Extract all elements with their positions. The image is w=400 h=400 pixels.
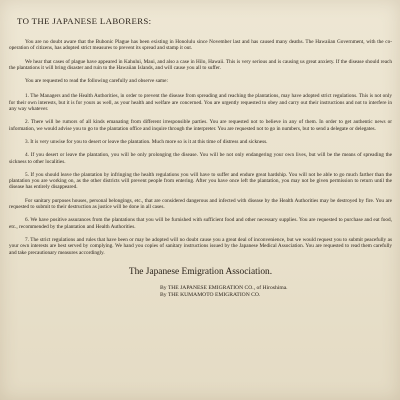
- item-4: 4. If you desert or leave the plantation, you will be only prolonging the disease. You will be not only endangering your own lives, but will be the means of spreading the sickness to other localities.: [9, 152, 392, 165]
- item-7: 7. The strict regulations and rules that have been or may be adopted will no doubt cause you a great deal of inconvenience, but we would request you to submit peacefully as your own interests are best served by complying. We hand you copies of sanitary instructions issued by the Japanese Medical Association. You are requested to read them carefully and take precautionary measures accordingly.: [9, 236, 392, 256]
- item-1: 1. The Managers and the Health Authorities, in order to prevent the disease from spreading and reaching the plantations, may have adopted strict regulations. This is not only for their own interests, but it is for yours as well, as your health and welfare are concerned. You are urgently requested to obey and carry out their instructions and not to interfere in any way whatever.: [9, 93, 392, 113]
- intro-paragraph-2: We hear that cases of plague have appeared in Kahului, Maui, and also a case in Hilo, Hawaii. This is very serious and is causing us great anxiety. If the disease should reach the plantations it will bring disaster and ruin to the Hawaiian Islands, and will cause you all to suffer.: [9, 58, 392, 71]
- item-5: 5. If you should leave the plantation by infringing the health regulations you will have to suffer and endure great hardship. You will not be able to go much farther than the plantation you are working on, as the other districts will prevent people from entering. After you have once left the plantation, you may not be given permission to return until the disease has entirely disappeared.: [9, 171, 392, 191]
- association-name: The Japanese Emigration Association.: [128, 266, 273, 277]
- item-6: 6. We have positive assurances from the plantations that you will be furnished with sufficient food and other necessary supplies. You are requested to purchase and eat food, etc., recommended by the plantation and Health Authorities.: [9, 217, 392, 230]
- intro-paragraph-3: You are requested to read the following carefully and observe same:: [25, 78, 168, 85]
- notice-heading: TO THE JAPANESE LABORERS:: [17, 16, 152, 26]
- item-3: 3. It is very unwise for you to desert or leave the plantation. Much more so is it at this time of distress and sickness.: [25, 138, 268, 145]
- signature-line-1: By THE JAPANESE EMIGRATION CO., of Hiroshima.: [160, 284, 288, 291]
- signature-line-2: By THE KUMAMOTO EMIGRATION CO.: [160, 292, 261, 299]
- item-2: 2. There will be rumors of all kinds emanating from different irresponsible parties. You are requested not to believe in any of them. In order to get authentic news or information, we would advise you to go to the plantation office and inquire through the interpreter. You are requested not to go in numbers, but to send a delegate or delegates.: [9, 119, 392, 132]
- item-5-sanitary: For sanitary purposes houses, personal belongings, etc., that are considered dangerous and infected with disease by the Health Authorities may be destroyed by fire. You are requested to submit to their destruction as justice will be done in all cases.: [9, 197, 392, 211]
- intro-paragraph-1: You are no doubt aware that the Bubonic Plague has been existing in Honolulu since November last and has caused many deaths. The Hawaiian Government, with the co-operation of citizens, has adopted strict measures to prevent its spread and stamp it out.: [9, 39, 392, 52]
